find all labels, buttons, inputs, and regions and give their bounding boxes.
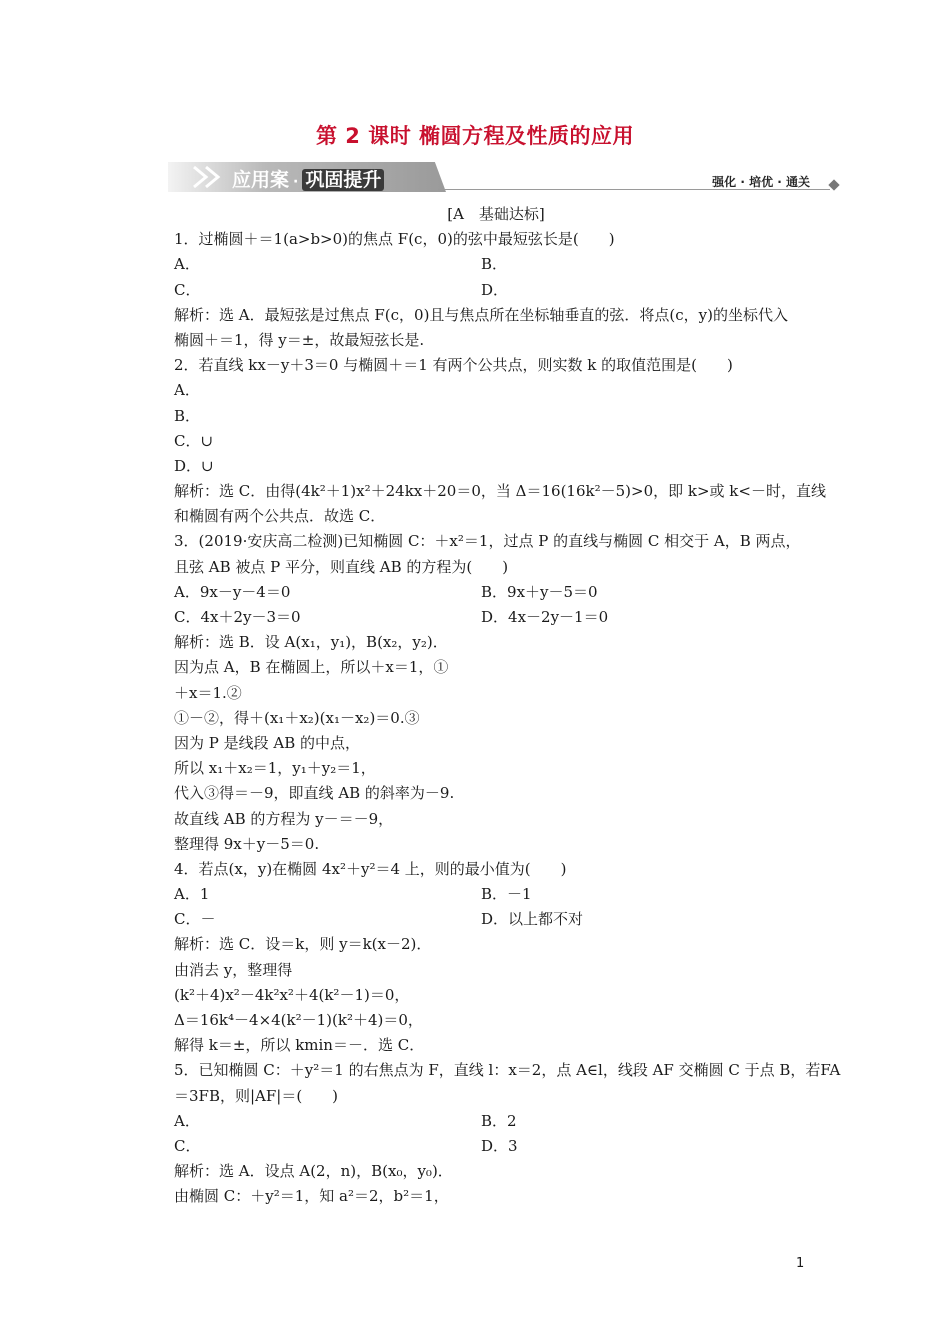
option-text: C．	[174, 1136, 201, 1155]
section-banner	[168, 162, 840, 192]
text-line: ＝3FB，则|AF|＝( )	[174, 1086, 339, 1105]
text-line: 4．若点(x，y)在椭圆 4x²＋y²＝4 上，则的最小值为( )	[174, 859, 567, 878]
text-line: 整理得 9x＋y－5＝0.	[174, 834, 320, 853]
text-line: 和椭圆有两个公共点．故选 C．	[174, 507, 386, 526]
text-line: ①－②，得＋(x₁＋x₂)(x₁－x₂)＝0.③	[174, 708, 420, 727]
option-row	[166, 1134, 826, 1159]
text-line: 因为点 A，B 在椭圆上，所以＋x＝1，①	[174, 658, 449, 677]
section-heading: [A 基础达标]	[447, 205, 545, 223]
option-text: C．	[174, 280, 201, 299]
text-line: ＋x＝1.②	[174, 683, 242, 702]
text-line: A．	[174, 381, 200, 400]
option-text: D．3	[481, 1136, 518, 1155]
text-line: 5．已知椭圆 C：＋y²＝1 的右焦点为 F，直线 l：x＝2，点 A∈l，线段 AF 交椭圆 C 于点 B，若FA	[174, 1061, 841, 1080]
text-line: 因为 P 是线段 AB 的中点，	[174, 733, 361, 752]
banner-label-b: 巩固提升	[302, 169, 384, 191]
text-line: 代入③得＝－9，即直线 AB 的斜率为－9.	[174, 784, 455, 803]
option-text: B．9x＋y－5＝0	[481, 582, 598, 601]
banner-right-label: 强化 · 培优 · 通关	[712, 175, 810, 189]
text-line: (k²＋4)x²－4k²x²＋4(k²－1)＝0，	[174, 985, 410, 1004]
option-text: D．4x－2y－1＝0	[481, 608, 609, 626]
text-line: 解析：选 A．最短弦是过焦点 F(c，0)且与焦点所在坐标轴垂直的弦．将点(c，y)的坐标代入	[174, 305, 789, 324]
option-text: B．－1	[481, 885, 532, 904]
text-line: 解得 k＝±，所以 kmin＝－．选 C．	[174, 1036, 425, 1055]
option-row	[166, 605, 826, 630]
text-lines	[166, 227, 841, 1209]
option-text: D．	[481, 280, 509, 299]
text-line: D．∪	[174, 456, 214, 475]
text-line: B．	[174, 406, 201, 425]
text-line: 2．若直线 kx－y＋3＝0 与椭圆＋＝1 有两个公共点，则实数 k 的取值范围是( )	[174, 356, 733, 375]
option-text: A．	[174, 1111, 200, 1130]
text-line: 椭圆＋＝1，得 y＝±，故最短弦长是.	[174, 330, 425, 349]
option-text: B．	[481, 255, 508, 274]
text-line: C．∪	[174, 431, 214, 450]
banner-label	[232, 165, 384, 192]
banner-label-a: 应用案	[232, 169, 290, 191]
option-text: C．4x＋2y－3＝0	[174, 608, 301, 626]
option-row	[166, 580, 826, 605]
text-line: 故直线 AB 的方程为 y－＝－9，	[174, 809, 394, 828]
option-text: C．－	[174, 910, 216, 929]
page-number: 1	[796, 1256, 805, 1271]
option-text: D．以上都不对	[481, 910, 584, 929]
option-row	[166, 252, 826, 277]
option-text: B．2	[481, 1111, 517, 1130]
text-line: 解析：选 A．设点 A(2，n)，B(x₀，y₀)．	[174, 1162, 453, 1181]
text-line: 由椭圆 C：＋y²＝1，知 a²＝2，b²＝1，	[174, 1187, 449, 1206]
text-line: 1．过椭圆＋＝1(a>b>0)的焦点 F(c，0)的弦中最短弦长是( )	[174, 230, 615, 249]
option-text: A．1	[174, 885, 210, 904]
page-title: 第 2 课时 椭圆方程及性质的应用	[315, 124, 635, 148]
text-line: 解析：选 C．由得(4k²＋1)x²＋24kx＋20＝0，当 Δ＝16(16k²－5)>0，即 k>或 k<－时，直线	[174, 482, 826, 501]
text-line: 且弦 AB 被点 P 平分，则直线 AB 的方程为( )	[174, 557, 509, 576]
option-row	[166, 882, 826, 907]
text-line: 3．(2019·安庆高二检测)已知椭圆 C：＋x²＝1，过点 P 的直线与椭圆 C 相交于 A，B 两点，	[174, 532, 801, 551]
text-line: 由消去 y，整理得	[174, 960, 293, 979]
text-line: Δ＝16k⁴－4×4(k²－1)(k²＋4)＝0，	[174, 1011, 423, 1029]
document-body	[166, 202, 841, 1210]
option-text: A．	[174, 255, 200, 274]
option-row	[166, 1109, 826, 1134]
diamond-icon	[828, 179, 839, 190]
text-line: 解析：选 C．设＝k，则 y＝k(x－2)．	[174, 935, 432, 954]
banner-dot: ·	[293, 174, 299, 190]
option-row	[166, 907, 826, 932]
text-line: 解析：选 B．设 A(x₁，y₁)，B(x₂，y₂)．	[174, 633, 448, 652]
option-text: A．9x－y－4＝0	[174, 582, 291, 601]
text-line: 所以 x₁＋x₂＝1，y₁＋y₂＝1，	[174, 759, 376, 778]
double-chevron-icon	[190, 165, 238, 189]
option-row	[166, 278, 826, 303]
